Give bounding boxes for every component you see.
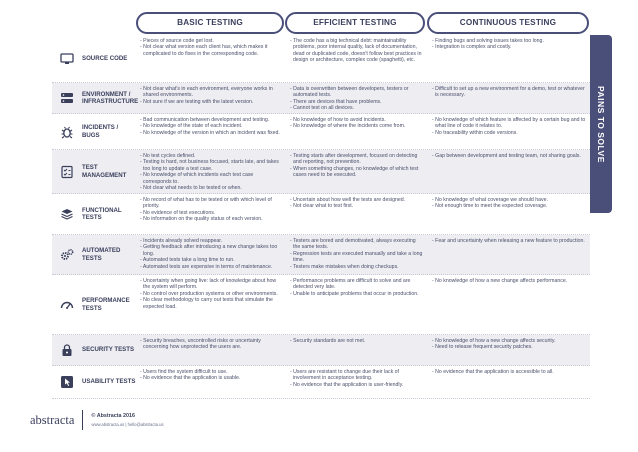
cell-item: - No record of what has to be tested or with which level of priority. — [140, 197, 272, 210]
row-label: USABILITY TESTS — [82, 378, 136, 386]
cell-item: - When something changes, no knowledge of which test cases need to be executed. — [290, 165, 419, 179]
cell-item: - Unable to anticipate problems that occur in production. — [290, 290, 419, 297]
cell-item: - Difficult to set up a new environment for a demo, test or whatever is necessary. — [432, 86, 585, 99]
row-label: SOURCE CODE — [82, 54, 128, 62]
table-row — [52, 83, 590, 114]
side-tab — [590, 35, 612, 213]
footer-divider — [82, 410, 83, 430]
row-category — [52, 335, 136, 365]
copyright: © Abstracta 2016 — [91, 413, 136, 419]
table-cell — [286, 114, 428, 149]
row-category — [52, 150, 136, 193]
cell-item: - No knowledge of how a new change affects performance. — [432, 278, 568, 284]
table-cell — [286, 366, 428, 398]
cell-item: - No control over production systems or other environments. — [140, 290, 278, 297]
cell-item: - Gap between development and testing team, not sharing goals. — [432, 153, 581, 159]
cell-item: - The code has a big technical debt: maintainability problems, poor internal quality, lack of documentation, dead or duplicated code, doesn't follow best practices in design or architecture, complex code (spaghetti), etc. — [290, 38, 422, 64]
cell-item: - No evidence that the application is user-friendly. — [290, 381, 404, 388]
cell-item: - Not clear what's in each environment, everyone works in shared environments. — [140, 86, 273, 99]
table-row — [52, 235, 590, 275]
cell-item: - Not clear what to test first. — [290, 203, 354, 210]
table-row — [52, 366, 590, 399]
footer — [30, 410, 164, 430]
cell-item: - Not clear what needs to be tested or when. — [140, 185, 242, 192]
cell-item: - Testing is hard, not business focused, starts late, and takes too long to update a test case. — [140, 159, 279, 172]
cell-item: - No evidence that the application is accessible to all. — [432, 369, 554, 375]
cell-item: - Testing starts after development, focused on detecting and reporting, not prevention. — [290, 153, 418, 166]
column-headers — [0, 12, 638, 34]
cell-item: - Data is overwritten between developers, testers or automated tests. — [290, 86, 409, 99]
table-cell — [428, 114, 590, 149]
cell-item: - Fear and uncertainty when releasing a new feature to production. — [432, 238, 585, 244]
row-category — [52, 275, 136, 334]
checklist-icon — [60, 165, 74, 179]
table-cell — [428, 194, 590, 234]
table-cell — [286, 194, 428, 234]
table-row — [52, 150, 590, 194]
cell-item: - No traceability within code versions. — [432, 129, 518, 136]
table-row — [52, 275, 590, 335]
cell-item: - No knowledge of how to avoid incidents. — [290, 117, 386, 123]
table-cell — [136, 35, 286, 82]
cell-item: - Not sure if we are testing with the latest version. — [140, 98, 254, 105]
table-row — [52, 194, 590, 235]
gauge-icon — [60, 298, 74, 312]
cell-item: - Automated tests take a long time to run. — [140, 257, 235, 264]
row-label: AUTOMATED TESTS — [82, 247, 121, 262]
table-cell — [286, 83, 428, 113]
server-icon — [60, 91, 74, 105]
table-cell — [136, 150, 286, 193]
cell-item: - Security breaches, uncontrolled risks or uncertainty concerning how unprotected the users are. — [140, 338, 261, 351]
cell-item: - Finding bugs and solving issues takes too long. — [432, 38, 544, 44]
table-cell — [286, 275, 428, 334]
cell-item: - Regression tests are executed manually and take a long time. — [290, 250, 423, 264]
row-label: TEST MANAGEMENT — [82, 164, 127, 179]
cell-item: - No knowledge of the version in which an incident was fixed. — [140, 129, 280, 136]
cell-item: - No knowledge of how a new change affects security. — [432, 338, 556, 344]
stack-icon — [60, 207, 74, 221]
table-cell — [428, 275, 590, 334]
table-cell — [428, 83, 590, 113]
table-cell — [136, 83, 286, 113]
table-cell — [136, 335, 286, 365]
cell-item: - Integration is complex and costly. — [432, 44, 512, 51]
cell-item: - Performance problems are difficult to solve and are detected very late. — [290, 278, 411, 291]
table-cell — [428, 366, 590, 398]
cell-item: - Uncertain about how well the tests are designed. — [290, 197, 406, 203]
lock-icon — [60, 343, 74, 357]
pointer-icon — [60, 375, 74, 389]
table-cell — [136, 194, 286, 234]
cell-item: - No knowledge of the state of each incident. — [140, 123, 243, 130]
cell-item: - Incidents already solved reappear. — [140, 238, 223, 244]
cell-item: - Pieces of source code get lost. — [140, 38, 214, 44]
cell-item: - Not clear what version each client has, which makes it complicated to do fixes in the corresponding code. — [140, 44, 268, 57]
cell-item: - Cannot test on all devices. — [290, 105, 355, 112]
header-basic-testing: BASIC TESTING — [136, 12, 284, 34]
table-cell — [286, 235, 428, 274]
cell-item: - Users are resistant to change due their lack of involvement in acceptance testing. — [290, 369, 399, 382]
cell-item: - No knowledge of where the incidents come from. — [290, 123, 406, 130]
abstracta-logo: abstracta — [30, 412, 75, 427]
cell-item: - No knowledge of which feature is affected by a certain bug and to what line of code it relates to. — [432, 117, 586, 130]
cell-item: - Security standards are not met. — [290, 338, 366, 344]
cell-item: - No evidence of test executions. — [140, 209, 216, 216]
table-cell — [428, 235, 590, 274]
cell-item: - Bad communication between development and testing. — [140, 117, 270, 123]
row-label: ENVIRONMENT / INFRASTRUCTURE — [82, 90, 139, 105]
cell-item: - There are devices that have problems. — [290, 98, 382, 105]
cell-item: - No test cycles defined. — [140, 153, 196, 159]
table-row — [52, 114, 590, 150]
row-category — [52, 366, 136, 398]
row-label: PERFORMANCE TESTS — [82, 297, 130, 312]
bug-icon — [60, 125, 74, 139]
cell-item: - Uncertainty when going live: lack of knowledge about how the system will perform. — [140, 278, 277, 291]
table-row — [52, 35, 590, 83]
cell-item: - Testers are bored and demotivated, always executing the same tests. — [290, 238, 416, 251]
gears-icon — [60, 248, 74, 262]
cell-item: - Testers make mistakes when doing checkups. — [290, 263, 399, 270]
cell-item: - Need to release frequent security patches. — [432, 344, 533, 351]
row-label: SECURITY TESTS — [82, 346, 135, 354]
header-efficient-testing: EFFICIENT TESTING — [285, 12, 425, 34]
row-category — [52, 194, 136, 234]
table-cell — [428, 150, 590, 193]
footer-links: www.abstracta.us | hello@abstracta.us — [91, 422, 164, 427]
table-cell — [286, 335, 428, 365]
side-tab-label: PAINS TO SOLVE — [596, 85, 606, 163]
row-label: FUNCTIONAL TESTS — [82, 206, 122, 221]
cell-item: - No knowledge of which incidents each test case corresponds to. — [140, 172, 254, 185]
table-cell — [286, 35, 428, 82]
table-cell — [136, 275, 286, 334]
monitor-icon — [60, 52, 74, 66]
cell-item: - No information on the quality status of each version. — [140, 216, 263, 223]
table-cell — [136, 366, 286, 398]
row-category — [52, 235, 136, 274]
cell-item: - Getting feedback after introducing a new change takes too long. — [140, 244, 278, 257]
table-cell — [286, 150, 428, 193]
cell-item: - No knowledge of what coverage we should have. — [432, 197, 548, 203]
cell-item: - No clear methodology to carry out tests that simulate the expected load. — [140, 297, 273, 310]
row-label: INCIDENTS / BUGS — [82, 124, 119, 139]
cell-item: - No evidence that the application is usable. — [140, 375, 241, 382]
table-cell — [428, 335, 590, 365]
table-cell — [428, 35, 590, 82]
table-cell — [136, 114, 286, 149]
row-category — [52, 83, 139, 113]
table-cell — [136, 235, 286, 274]
cell-item: - Users find the system difficult to use. — [140, 369, 228, 375]
header-continuous-testing: CONTINUOUS TESTING — [427, 12, 589, 34]
cell-item: - Automated tests are expensive in terms of maintenance. — [140, 263, 273, 270]
table-row — [52, 335, 590, 366]
cell-item: - Not enough time to meet the expected coverage. — [432, 203, 548, 210]
row-category — [52, 114, 136, 149]
row-category — [52, 35, 136, 82]
